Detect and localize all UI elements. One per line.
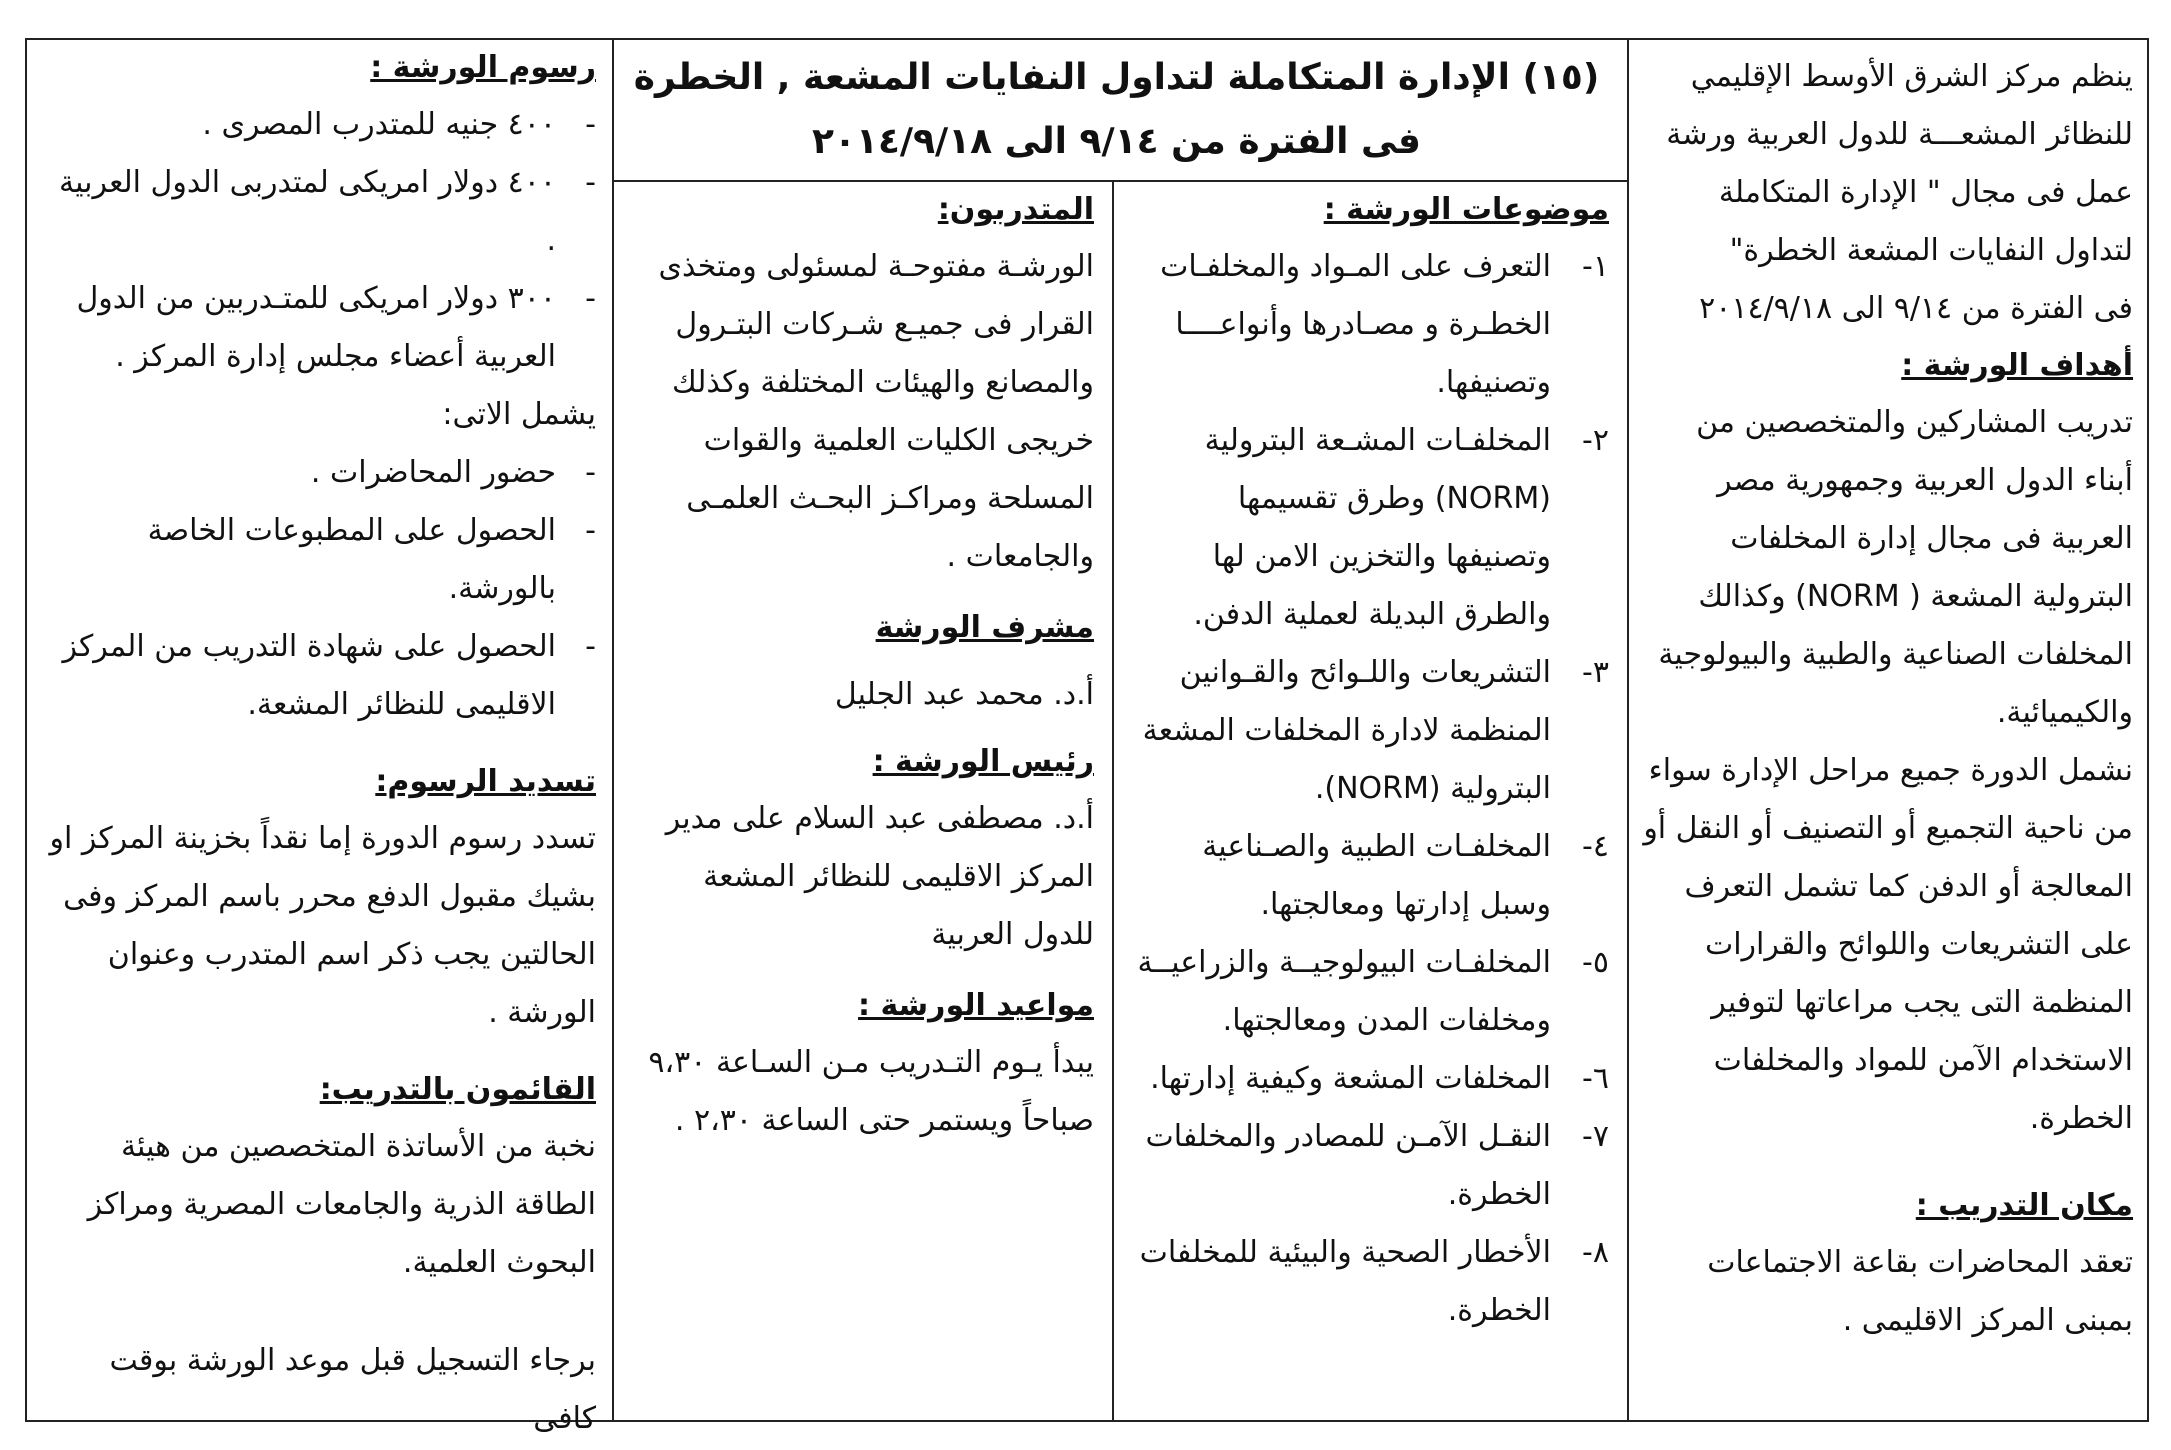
dash-mark: - xyxy=(585,107,596,142)
topics-list xyxy=(1130,238,1609,1340)
dash-mark: - xyxy=(585,165,596,200)
topic-text: المخلفـات البيولوجيــة والزراعيــة ومخلفات المدن ومعالجتها. xyxy=(1137,945,1551,1038)
topic-text: التشريعات واللـوائح والقـوانين المنظمة لادارة المخلفات المشعة البترولية (NORM). xyxy=(1142,655,1551,806)
intro-column xyxy=(1625,40,2147,1420)
payment-heading: تسديد الرسوم: xyxy=(375,764,596,799)
fee-item xyxy=(43,96,596,154)
head-heading: رئيس الورشة : xyxy=(872,744,1094,779)
supervisor-heading: مشرف الورشة xyxy=(875,610,1094,645)
topics-column xyxy=(1110,182,1623,1420)
location-text: تعقد المحاضرات بقاعة الاجتماعات بمبنى المركز الاقليمى . xyxy=(1707,1245,2133,1338)
payment-text: تسدد رسوم الدورة إما نقداً بخزينة المركز او بشيك مقبول الدفع محرر باسم المركز وفى الحالتين يجب ذكر اسم المتدرب وعنوان الورشة . xyxy=(49,821,596,1030)
includes-heading: يشمل الاتى: xyxy=(442,397,596,432)
topic-item xyxy=(1130,818,1609,934)
fee-item-text: ٤٠٠ دولار امريكى لمتدربى الدول العربية . xyxy=(59,165,556,258)
topic-item xyxy=(1130,1108,1609,1224)
topics-heading: موضوعات الورشة : xyxy=(1323,192,1609,227)
fee-item-text: ٤٠٠ جنيه للمتدرب المصرى . xyxy=(202,107,556,142)
topic-text: المخلفـات المشـعة البترولية (NORM) وطرق تقسيمها وتصنيفها والتخزين الامن لها والطرق البديلة لعملية الدفن. xyxy=(1193,423,1551,632)
fees-list xyxy=(43,96,596,386)
topic-number: ٨- xyxy=(1582,1235,1609,1270)
staff-heading: القائمون بالتدريب: xyxy=(319,1072,596,1107)
includes-list xyxy=(43,444,596,734)
topic-text: المخلفـات الطبية والصـناعية وسبل إدارتها ومعالجتها. xyxy=(1202,829,1551,922)
schedule-text: يبدأ يـوم التـدريب مـن السـاعة ٩،٣٠ صباحاً ويستمر حتى الساعة ٢،٣٠ . xyxy=(648,1045,1094,1138)
topic-text: الأخطار الصحية والبيئية للمخلفات الخطرة. xyxy=(1139,1235,1551,1328)
topic-text: النقـل الآمـن للمصادر والمخلفات الخطرة. xyxy=(1145,1119,1551,1212)
objectives-heading: أهداف الورشة : xyxy=(1901,348,2133,383)
topic-item xyxy=(1130,1224,1609,1340)
includes-item-text: حضور المحاضرات . xyxy=(310,455,556,490)
topic-number: ٥- xyxy=(1582,945,1609,980)
registration-note: برجاء التسجيل قبل موعد الورشة بوقت كافى xyxy=(109,1343,596,1436)
trainees-text: الورشـة مفتوحـة لمسئولى ومتخذى القرار فى جميـع شـركات البتـرول والمصانع والهيئات المختلفة وكذلك خريجى الكليات العلمية والقوات المسلحة ومراكـز البحـث العلمـى والجامعات . xyxy=(658,249,1094,574)
includes-item-text: الحصول على المطبوعات الخاصة بالورشة. xyxy=(147,513,556,606)
fees-heading: رسوم الورشة : xyxy=(370,50,596,85)
includes-item xyxy=(43,618,596,734)
topic-text: التعرف على المـواد والمخلفـات الخطـرة و مصـادرها وأنواعــــا وتصنيفها. xyxy=(1160,249,1551,400)
location-heading: مكان التدريب : xyxy=(1915,1188,2133,1223)
dash-mark: - xyxy=(585,629,596,664)
topic-number: ٧- xyxy=(1582,1119,1609,1154)
schedule-heading: مواعيد الورشة : xyxy=(858,988,1094,1023)
topic-item xyxy=(1130,644,1609,818)
trainees-heading: المتدربون: xyxy=(937,192,1094,227)
topic-number: ٦- xyxy=(1582,1061,1609,1096)
fee-item xyxy=(43,270,596,386)
header-block xyxy=(610,40,1623,180)
topic-item xyxy=(1130,412,1609,644)
fees-column xyxy=(27,40,610,1436)
topic-number: ٤- xyxy=(1582,829,1609,864)
fee-item-text: ٣٠٠ دولار امريكى للمتـدربين من الدول العربية أعضاء مجلس إدارة المركز . xyxy=(76,281,556,374)
fee-item xyxy=(43,154,596,270)
includes-item xyxy=(43,502,596,618)
topic-number: ٢- xyxy=(1582,423,1609,458)
dash-mark: - xyxy=(585,455,596,490)
topic-item xyxy=(1130,934,1609,1050)
scope-text: نشمل الدورة جميع مراحل الإدارة سواء من ناحية التجميع أو التصنيف أو النقل أو المعالجة أو الدفن كما تشمل التعرف على التشريعات واللوائح والقرارات المنظمة التى يجب مراعاتها لتوفير الاستخدام الآمن للمواد والمخلفات الخطرة. xyxy=(1643,753,2133,1136)
topic-item xyxy=(1130,1050,1609,1108)
head-name: أ.د. مصطفى عبد السلام على مدير المركز الاقليمى للنظائر المشعة للدول العربية xyxy=(665,801,1094,952)
topic-item xyxy=(1130,238,1609,412)
staff-text: نخبة من الأساتذة المتخصصين من هيئة الطاقة الذرية والجامعات المصرية ومراكز البحوث العلمية. xyxy=(87,1129,596,1280)
intro-text: ينظم مركز الشرق الأوسط الإقليمي للنظائر المشعـــة للدول العربية ورشة عمل فى مجال " الإدارة المتكاملة لتداول النفايات المشعة الخطرة" xyxy=(1666,59,2133,268)
dash-mark: - xyxy=(585,513,596,548)
header-period: فى الفترة من ٩/١٤ الى ٢٠١٤/٩/١٨ xyxy=(812,121,1421,162)
objectives-text: تدريب المشاركين والمتخصصين من أبناء الدول العربية وجمهورية مصر العربية فى مجال إدارة المخلفات البترولية المشعة ( NORM) وكذالك المخلفات الصناعية والطبية والبيولوجية والكيميائية. xyxy=(1658,405,2133,730)
includes-item-text: الحصول على شهادة التدريب من المركز الاقليمى للنظائر المشعة. xyxy=(62,629,556,722)
supervisor-name: أ.د. محمد عبد الجليل xyxy=(834,677,1094,712)
dash-mark: - xyxy=(585,281,596,316)
topic-number: ١- xyxy=(1582,249,1609,284)
intro-period: فى الفترة من ٩/١٤ الى ٢٠١٤/٩/١٨ xyxy=(1699,291,2133,326)
includes-item xyxy=(43,444,596,502)
brochure-page xyxy=(25,38,2149,1436)
page-title: (١٥) الإدارة المتكاملة لتداول النفايات المشعة , الخطرة xyxy=(633,57,1600,98)
topic-number: ٣- xyxy=(1582,655,1609,690)
topic-text: المخلفات المشعة وكيفية إدارتها. xyxy=(1150,1061,1551,1096)
trainees-column xyxy=(610,182,1108,1420)
